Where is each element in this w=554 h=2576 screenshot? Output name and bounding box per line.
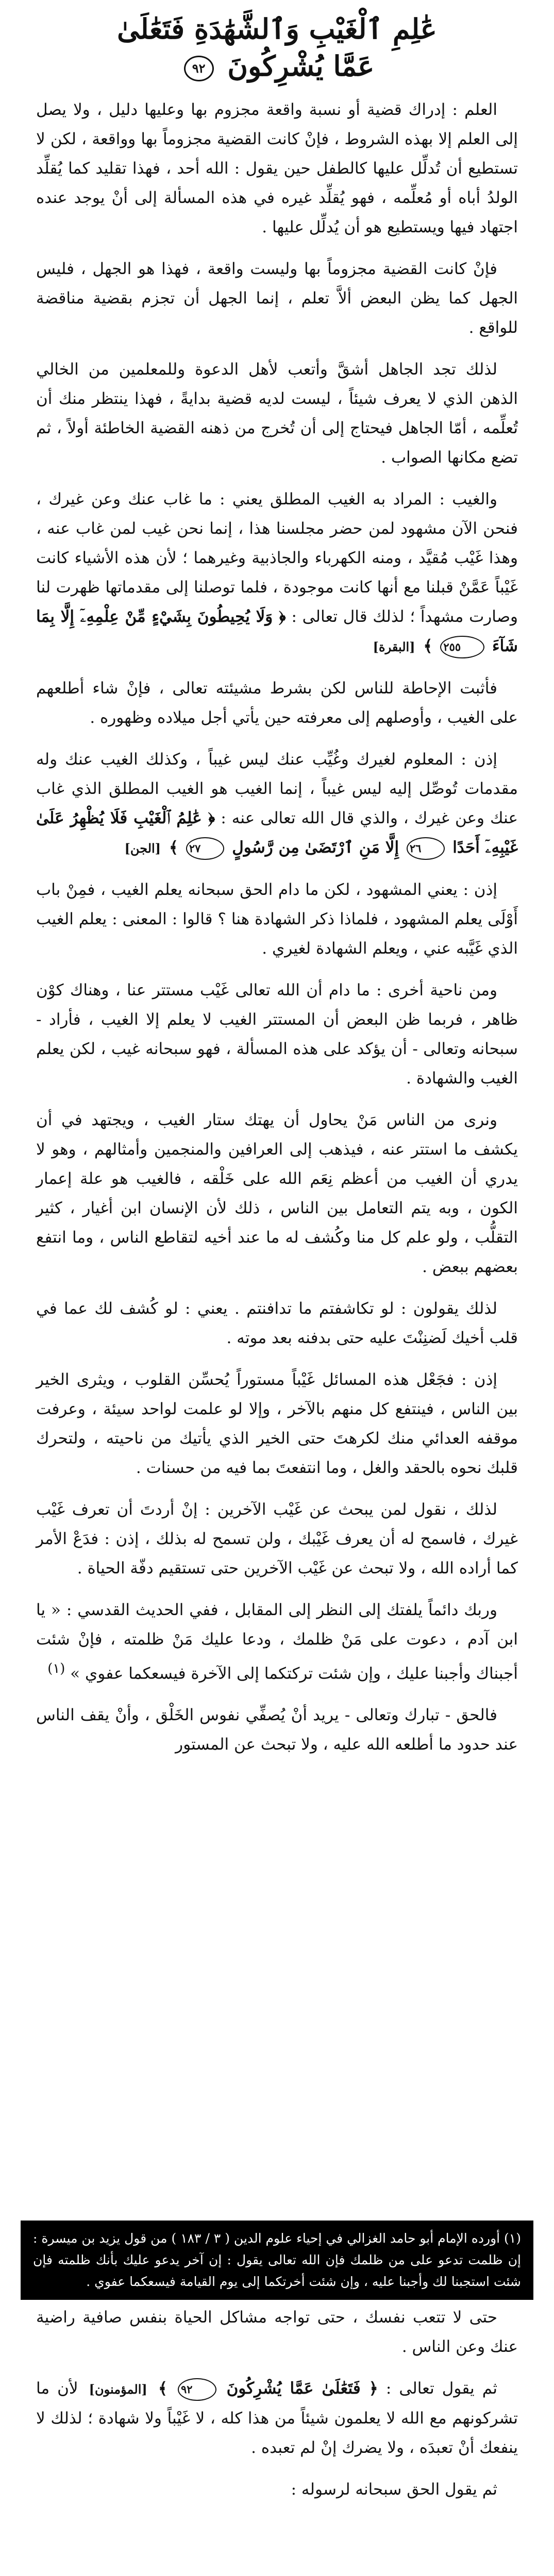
paragraph: إذن : فجَعْل هذه المسائل غَيْباً مستوراً يُحسِّن القلوب ، ويثرى الخير بين الناس ، فينتفع كل منهم بالآخر ، وإلا لو علمت لواحد سيئة ، وعرفت موقفه العدائي منك لكرهتَ حتى الخير الذي يأتيك من ناحيته ، ولتحرك قلبك نحوه بالحقد والغل ، وما انتفعتَ بما فيه من حسنات . <box>36 1370 518 1477</box>
paragraph: فإنْ كانت القضية مجزوماً بها وليست واقعة ، فهذا هو الجهل ، فليس الجهل كما يظن البعض ألاَّ تعلم ، إنما الجهل أن تجزم بقضية مناقضة للواقع . <box>36 260 518 337</box>
paragraph-text: وربك دائماً يلفتك إلى النظر إلى المقابل ، ففي الحديث القدسي : « يا ابن آدم ، دعوت على مَنْ ظلمك ، ودعا عليك مَنْ ظلمته ، فإنْ شئت أجبناك وأجبنا عليك ، وإن شئت تركتكما إلى الآخرة فيسعكما عفوي » <box>36 1601 518 1683</box>
verse-number: ٩٢ <box>178 2378 216 2401</box>
footnote: (١) أورده الإمام أبو حامد الغزالي في إحياء علوم الدين ( ٣ / ١٨٣ ) من قول يزيد بن ميسرة : إن ظلمت تدعو على من ظلمك فإن الله تعالى يقول : إن آخر يدعو عليك بأنك ظلمته فإن شئت استجبنا لك وأجبنا عليه ، وإن شئت أخرتكما إلى يوم القيامة فيسعكما عفوي . <box>21 2221 533 2300</box>
paragraph: العلم : إدراك قضية أو نسبة واقعة مجزوم بها وعليها دليل ، ولا يصل إلى العلم إلا بهذه الشروط ، فإنْ كانت القضية مجزوماً بها وواقعة ، لكن لا تستطيع أن تُدلِّل عليها كالطفل حين يقول : الله أحد ، فهذا تقليد كما يُقلِّد الولدُ أباه أو مُعلِّمه ، فهو يُقلِّد غيره في هذه المسألة إلى أنْ يوجد عنده اجتهاد فيها ويستطيع هو أن يُدلِّل عليها . <box>36 100 518 236</box>
surah-reference: [البقرة] <box>373 639 415 654</box>
paragraph: إذن : يعني المشهود ، لكن ما دام الحق سبحانه يعلم الغيب ، فمِنْ باب أَوْلَى يعلم المشهود ، فلماذا ذكر الشهادة هنا ؟ قالوا : المعنى : يعلم الغيب الذي غَيَّبه عني ، ويعلم الشهادة لغيري . <box>36 880 518 958</box>
paragraph-text: والغيب : المراد به الغيب المطلق يعني : ما غاب عنك وعن غيرك ، فنحن الآن مشهود لمن حضر مجلسنا هذا ، إنما نحن غيب لمن غاب عنه ، وهذا غَيْب مُقيَّد ، ومنه الكهرباء والجاذبية وغيرهما ؛ لأن هذه الأشياء كانت غَيْباً عَمَّنْ قبلنا مع أنها كانت موجودة ، فلما توصلنا إلى مقدماتها ظهرت لنا وصارت مشهداً ؛ لذلك قال تعالى : <box>36 490 518 626</box>
footnote-marker: (١) <box>47 1661 65 1676</box>
paragraph: فأثبت الإحاطة للناس لكن بشرط مشيئته تعالى ، فإنْ شاء أطلعهم على الغيب ، وأوصلهم إلى معرفته حين يأتي أجل ميلاده وظهوره . <box>36 679 518 727</box>
closing-text <box>36 2303 518 2517</box>
paragraph <box>36 2374 518 2463</box>
verse-text: إِلَّا مَنِ ٱرْتَضَىٰ مِن رَّسُولٍ <box>232 838 399 857</box>
quran-verse: ﴿ وَلَا يُحِيطُونَ بِشَيْءٍ مِّنْ عِلْمِهِۦٓ إِلَّا بِمَا شَآءَ ٢٥٥ ﴾ <box>36 607 518 655</box>
verse-text: فَتَعَٰلَىٰ عَمَّا يُشْرِكُونَ <box>226 2379 361 2398</box>
verse-number: ٢٧ <box>186 837 225 860</box>
paragraph: ثم يقول الحق سبحانه لرسوله : <box>291 2480 497 2499</box>
quran-verse: ﴿ عَٰلِمُ ٱلْغَيْبِ فَلَا يُظْهِرُ عَلَىٰ غَيْبِهِۦٓ أَحَدًا ٢٦ إِلَّا مَنِ ٱرْتَضَىٰ مِن رَّسُولٍ ٢٧ ﴾ <box>36 809 518 857</box>
paragraph: ومن ناحية أخرى : ما دام أن الله تعالى غَيْب مستتر عنا ، وهناك كوْن ظاهر ، فربما ظن البعض أن المستتر الغيب لا يعلم إلا الغيب ، فأراد - سبحانه وتعالى - أن يؤكد على هذه المسألة ، فهو سبحانه غيب ، لكن يعلم الغيب والشهادة . <box>36 981 518 1088</box>
paragraph: لذلك يقولون : لو تكاشفتم ما تدافنتم . يعني : لو كُشف لك عما في قلب أخيك لَضنِنْتَ عليه حتى بدفنه بعد موته . <box>36 1299 518 1347</box>
verse-text: عَٰلِمُ ٱلْغَيْبِ فَلَا يُظْهِرُ عَلَىٰ غَيْبِهِۦٓ أَحَدًا <box>36 809 518 857</box>
header-verse <box>0 10 554 84</box>
paragraph <box>36 1596 518 1688</box>
header-verse-line2-text: عَمَّا يُشْرِكُونَ <box>227 49 375 82</box>
surah-reference: [الجن] <box>124 841 161 856</box>
paragraph <box>36 745 518 863</box>
paragraph: فالحق - تبارك وتعالى - يريد أنْ يُصفِّي نفوس الخَلْق ، وأنْ يقف الناس عند حدود ما أطلعه الله عليه ، ولا تبحث عن المستور <box>36 1706 518 1754</box>
paragraph: لذلك ، نقول لمن يبحث عن غَيْب الآخرين : إنْ أردتَ أن تعرف غَيْب غيرك ، فاسمح له أن يعرف غَيْبك ، ولن تسمح له بذلك ، إذن : فدَعْ الأمر كما أراده الله ، ولا تبحث عن غَيْب الآخرين حتى تستقيم دفّة الحياة . <box>36 1500 518 1578</box>
body-text <box>36 95 518 1772</box>
surah-reference: [المؤمنون] <box>89 2382 147 2397</box>
paragraph <box>36 485 518 662</box>
verse-number: ٢٦ <box>407 837 445 860</box>
quran-verse: ﴿ فَتَعَٰلَىٰ عَمَّا يُشْرِكُونَ ٩٢ ﴾ <box>158 2379 378 2398</box>
paragraph-text: ثم يقول تعالى : <box>385 2379 497 2398</box>
paragraph: لذلك تجد الجاهل أشقَّ وأتعب لأهل الدعوة وللمعلمين من الخالي الذهن الذي لا يعرف شيئاً ، ليست لديه قضية بدايةً ، فهذا ينتظر منك أن تُعلِّمه ، أمّا الجاهل فيحتاج إلى أن تُخرج من ذهنه القضية الخاطئة أولاً ، ثم تضع مكانها الصواب . <box>36 360 518 467</box>
paragraph: حتى لا تتعب نفسك ، حتى تواجه مشاكل الحياة بنفس صافية راضية عنك وعن الناس . <box>36 2308 518 2356</box>
header-verse-line1: عَٰلِمِ ٱلْغَيْبِ وَٱلشَّهَٰدَةِ فَتَعَٰلَىٰ <box>117 12 437 45</box>
ayah-number-marker: ٩٢ <box>184 56 214 81</box>
verse-text: وَلَا يُحِيطُونَ بِشَيْءٍ مِّنْ عِلْمِهِۦٓ إِلَّا بِمَا شَآءَ <box>36 607 518 655</box>
paragraph-text: إذن : المعلوم لغيرك وغُيِّب عنك ليس غيباً ، وكذلك الغيب عنك وله مقدمات تُوصِّل إليه ليس غيباً ، إنما الغيب هو الغيب المطلق الذي غاب عنك وعن غيرك ، والذي قال الله تعالى عنه : <box>36 750 518 827</box>
paragraph-text: لأن ما تشركونهم مع الله لا يعلمون شيئاً من هذا كله ، لا غَيْباً ولا شهادة ؛ لذلك لا ينفعك أنْ تعبدَه ، ولا يضرك إنْ لم تعبده . <box>36 2379 518 2457</box>
header-verse-line2 <box>0 47 554 84</box>
verse-number: ٢٥٥ <box>440 636 484 658</box>
paragraph: ونرى من الناس مَنْ يحاول أن يهتك ستار الغيب ، ويجتهد في أن يكشف ما استتر عنه ، فيذهب إلى العرافين والمنجمين وأمثالهم ، وهو لا يدري أن الغيب من أعظم نِعَم الله على خَلْقه ، فالغيب هو علة إعمار الكون ، وبه يتم التعامل بين الناس ، ذلك لأن الإنسان ابن أغيار ، كثير التقلُّب ، ولو علم كل منا وكُشف له ما عند أخيه لتقاطع الناس ، وما انتفع بعضهم ببعض . <box>36 1111 518 1276</box>
